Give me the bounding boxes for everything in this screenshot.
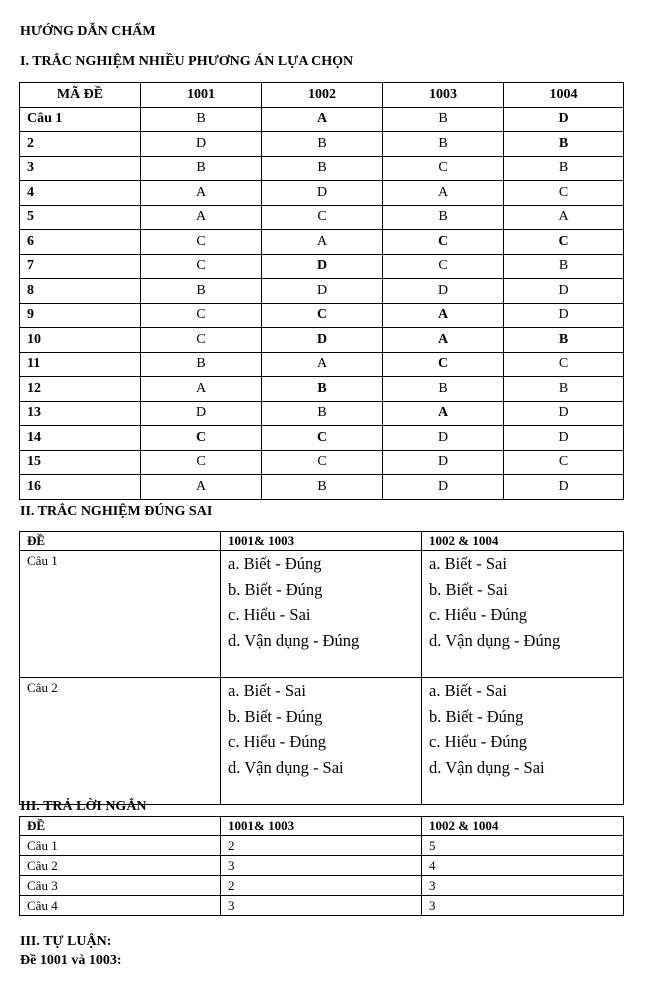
- table-row: [20, 303, 624, 328]
- table-row: [20, 279, 624, 304]
- header-1002: 1002: [262, 83, 383, 108]
- answer-cell: B: [141, 107, 262, 132]
- answer-cell: C: [262, 303, 383, 328]
- answer-cell: 4: [422, 856, 624, 876]
- answer-cell: C: [504, 181, 624, 206]
- answer-line: c. Hiểu - Đúng: [429, 732, 528, 751]
- answer-cell: A: [383, 401, 504, 426]
- answer-line: b. Biết - Đúng: [228, 706, 323, 726]
- answer-cell: [422, 678, 624, 805]
- table-row: [20, 450, 624, 475]
- answer-cell: C: [383, 156, 504, 181]
- answer-cell: D: [383, 426, 504, 451]
- question-label: Câu 1: [20, 551, 221, 678]
- answer-cell: C: [262, 426, 383, 451]
- answer-cell: [221, 678, 422, 805]
- answer-cell: B: [504, 156, 624, 181]
- true-false-table: [19, 531, 624, 805]
- document-title: HƯỚNG DẪN CHẤM: [20, 24, 156, 39]
- answer-line: c. Hiểu - Đúng: [228, 732, 327, 751]
- question-label: Câu 1: [20, 836, 221, 856]
- answer-cell: B: [504, 377, 624, 402]
- answer-cell: 2: [221, 876, 422, 896]
- answer-cell: D: [504, 426, 624, 451]
- short-answer-table: [19, 816, 624, 916]
- answer-cell: 2: [221, 836, 422, 856]
- answer-cell: D: [383, 450, 504, 475]
- table-row: [20, 328, 624, 353]
- answer-cell: B: [504, 254, 624, 279]
- answer-cell: B: [504, 328, 624, 353]
- question-label: Câu 1: [20, 107, 141, 132]
- answer-cell: B: [383, 205, 504, 230]
- table-row: [20, 678, 624, 805]
- header-1002-1004: 1002 & 1004: [422, 817, 624, 836]
- answer-cell: D: [504, 401, 624, 426]
- answer-cell: 3: [422, 896, 624, 916]
- answer-cell: [422, 551, 624, 678]
- answer-cell: 3: [422, 876, 624, 896]
- answer-cell: D: [141, 401, 262, 426]
- answer-cell: C: [141, 254, 262, 279]
- question-label: Câu 4: [20, 896, 221, 916]
- answer-cell: A: [141, 181, 262, 206]
- answer-cell: D: [141, 132, 262, 157]
- table-header-row: [20, 817, 624, 836]
- header-1001-1003: 1001& 1003: [221, 532, 422, 551]
- question-label: Câu 2: [20, 678, 221, 805]
- header-1002-1004: 1002 & 1004: [422, 532, 624, 551]
- answer-cell: B: [262, 377, 383, 402]
- question-label: Câu 3: [20, 876, 221, 896]
- answer-cell: D: [383, 279, 504, 304]
- question-label: 10: [20, 328, 141, 353]
- header-1001: 1001: [141, 83, 262, 108]
- table-row: [20, 475, 624, 500]
- question-label: 6: [20, 230, 141, 255]
- table-row: [20, 132, 624, 157]
- answer-cell: C: [504, 352, 624, 377]
- answer-line: a. Biết - Sai: [429, 681, 507, 700]
- table-row: [20, 836, 624, 856]
- answer-cell: C: [262, 205, 383, 230]
- table-row: [20, 401, 624, 426]
- answer-line: d. Vận dụng - Sai: [429, 757, 545, 777]
- answer-cell: B: [504, 132, 624, 157]
- answer-cell: D: [262, 181, 383, 206]
- answer-cell: D: [504, 475, 624, 500]
- question-label: 5: [20, 205, 141, 230]
- answer-cell: A: [141, 205, 262, 230]
- header-exam: ĐỀ: [20, 817, 221, 836]
- answer-cell: D: [504, 107, 624, 132]
- answer-cell: B: [383, 132, 504, 157]
- question-label: 15: [20, 450, 141, 475]
- question-label: 13: [20, 401, 141, 426]
- question-label: 3: [20, 156, 141, 181]
- answer-cell: [221, 551, 422, 678]
- question-label: 9: [20, 303, 141, 328]
- answer-cell: D: [262, 279, 383, 304]
- answer-cell: B: [141, 352, 262, 377]
- header-1004: 1004: [504, 83, 624, 108]
- header-1001-1003: 1001& 1003: [221, 817, 422, 836]
- answer-cell: B: [383, 107, 504, 132]
- answer-line: c. Hiểu - Đúng: [429, 605, 528, 624]
- answer-cell: A: [141, 475, 262, 500]
- table-header-row: [20, 83, 624, 108]
- question-label: 2: [20, 132, 141, 157]
- answer-cell: C: [383, 230, 504, 255]
- answer-cell: D: [504, 279, 624, 304]
- answer-cell: 5: [422, 836, 624, 856]
- section1-title: I. TRẮC NGHIỆM NHIỀU PHƯƠNG ÁN LỰA CHỌN: [20, 54, 354, 69]
- answer-cell: C: [141, 450, 262, 475]
- answer-cell: C: [504, 230, 624, 255]
- answer-cell: A: [383, 303, 504, 328]
- answer-cell: 3: [221, 896, 422, 916]
- table-row: [20, 156, 624, 181]
- multiple-choice-table: [19, 82, 624, 500]
- answer-cell: A: [504, 205, 624, 230]
- answer-line: d. Vận dụng - Đúng: [429, 630, 561, 650]
- answer-cell: C: [141, 328, 262, 353]
- answer-cell: B: [262, 475, 383, 500]
- section3-title: III. TRẢ LỜI NGẮN: [20, 799, 147, 814]
- answer-cell: B: [141, 279, 262, 304]
- question-label: 7: [20, 254, 141, 279]
- answer-line: a. Biết - Sai: [228, 681, 306, 700]
- answer-cell: A: [383, 181, 504, 206]
- answer-cell: B: [383, 377, 504, 402]
- question-label: 11: [20, 352, 141, 377]
- answer-cell: C: [383, 352, 504, 377]
- table-row: [20, 856, 624, 876]
- answer-cell: B: [262, 401, 383, 426]
- question-label: 8: [20, 279, 141, 304]
- question-label: 14: [20, 426, 141, 451]
- answer-line: d. Vận dụng - Đúng: [228, 630, 360, 650]
- answer-line: b. Biết - Đúng: [228, 579, 323, 599]
- table-row: [20, 181, 624, 206]
- answer-cell: C: [262, 450, 383, 475]
- table-row: [20, 205, 624, 230]
- question-label: 12: [20, 377, 141, 402]
- question-label: 4: [20, 181, 141, 206]
- section4-subtitle: Đề 1001 và 1003:: [20, 953, 122, 968]
- question-label: 16: [20, 475, 141, 500]
- answer-cell: C: [504, 450, 624, 475]
- table-row: [20, 254, 624, 279]
- table-row: [20, 876, 624, 896]
- answer-cell: C: [141, 426, 262, 451]
- answer-cell: B: [262, 156, 383, 181]
- answer-cell: A: [141, 377, 262, 402]
- answer-cell: C: [141, 230, 262, 255]
- table-row: [20, 551, 624, 678]
- answer-cell: D: [383, 475, 504, 500]
- answer-line: a. Biết - Đúng: [228, 554, 322, 573]
- answer-cell: 3: [221, 856, 422, 876]
- answer-cell: A: [262, 352, 383, 377]
- answer-cell: C: [141, 303, 262, 328]
- answer-line: c. Hiểu - Sai: [228, 605, 311, 624]
- answer-cell: A: [383, 328, 504, 353]
- table-row: [20, 107, 624, 132]
- table-row: [20, 352, 624, 377]
- answer-cell: A: [262, 107, 383, 132]
- section2-title: II. TRẮC NGHIỆM ĐÚNG SAI: [20, 504, 213, 519]
- answer-cell: C: [383, 254, 504, 279]
- answer-line: d. Vận dụng - Sai: [228, 757, 344, 777]
- table-row: [20, 426, 624, 451]
- header-exam: ĐỀ: [20, 532, 221, 551]
- table-header-row: [20, 532, 624, 551]
- answer-line: b. Biết - Sai: [429, 579, 508, 599]
- answer-cell: D: [262, 254, 383, 279]
- header-1003: 1003: [383, 83, 504, 108]
- table-row: [20, 230, 624, 255]
- table-row: [20, 896, 624, 916]
- table-row: [20, 377, 624, 402]
- question-label: Câu 2: [20, 856, 221, 876]
- answer-line: a. Biết - Sai: [429, 554, 507, 573]
- answer-cell: B: [262, 132, 383, 157]
- answer-cell: D: [504, 303, 624, 328]
- header-exam-code: MÃ ĐỀ: [20, 83, 141, 108]
- section4-title: III. TỰ LUẬN:: [20, 934, 112, 949]
- answer-line: b. Biết - Đúng: [429, 706, 524, 726]
- answer-cell: D: [262, 328, 383, 353]
- answer-cell: B: [141, 156, 262, 181]
- answer-cell: A: [262, 230, 383, 255]
